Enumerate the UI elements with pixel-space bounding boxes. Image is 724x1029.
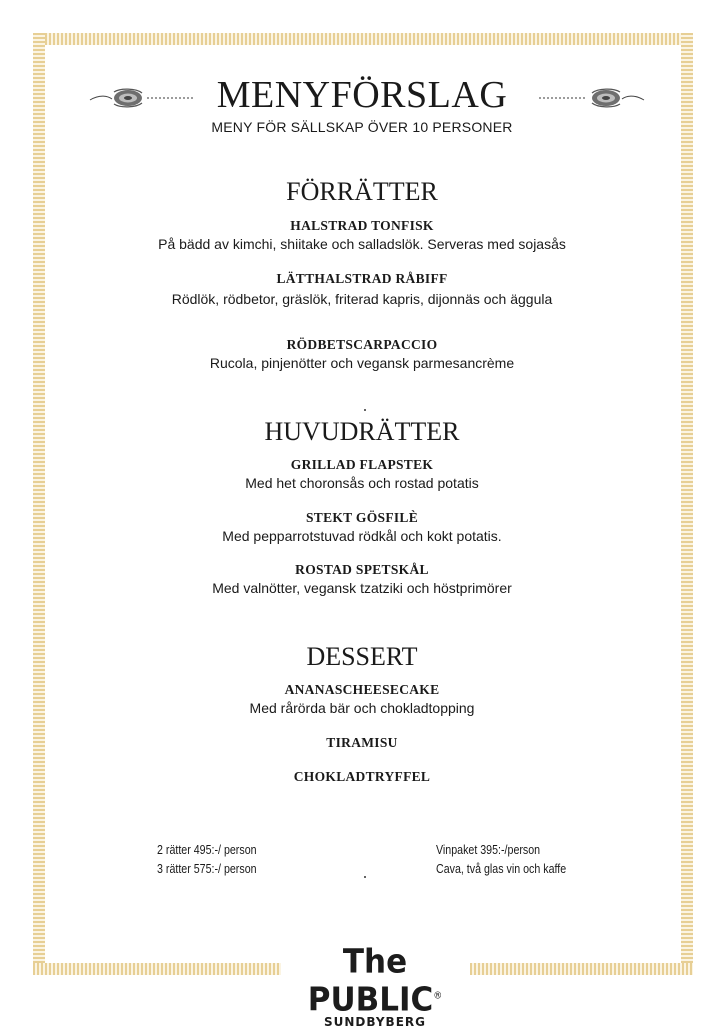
logo-name bbox=[282, 943, 468, 1019]
dish-description: Med het choronsås och rostad potatis bbox=[245, 475, 479, 491]
registered-mark: ® bbox=[433, 991, 443, 1002]
dish-description: Med valnötter, vegansk tzatziki och höstprimörer bbox=[212, 580, 512, 596]
dish-name: TIRAMISU bbox=[326, 735, 398, 750]
wine-package-description: Cava, två glas vin och kaffe bbox=[436, 861, 567, 876]
dish-name: GRILLAD FLAPSTEK bbox=[290, 457, 434, 472]
dish-name: HALSTRAD TONFISK bbox=[290, 218, 434, 233]
restaurant-logo bbox=[282, 945, 468, 1029]
price-wine-package: Vinpaket 395:-/person bbox=[436, 842, 541, 857]
section-heading-mains: HUVUDRÄTTER bbox=[264, 417, 460, 446]
logo-location: SUNDBYBERG bbox=[323, 1015, 426, 1029]
price-two-courses: 2 rätter 495:-/ person bbox=[157, 842, 257, 857]
dish-name: LÄTTHALSTRAD RÅBIFF bbox=[276, 271, 448, 286]
dish-name: ANANASCHEESECAKE bbox=[284, 682, 440, 697]
dish-description: Rödlök, rödbetor, gräslök, friterad kapris, dijonnäs och äggula bbox=[171, 291, 553, 307]
dish-name: ROSTAD SPETSKÅL bbox=[295, 562, 429, 577]
dish-description: På bädd av kimchi, shiitake och salladslök. Serveras med sojasås bbox=[158, 236, 566, 252]
pricing-courses bbox=[157, 840, 321, 878]
dish-name: CHOKLADTRYFFEL bbox=[293, 769, 431, 784]
divider-dot bbox=[364, 876, 366, 878]
section-heading-dessert: DESSERT bbox=[306, 642, 418, 671]
border-bottom-left bbox=[33, 963, 281, 975]
price-three-courses: 3 rätter 575:-/ person bbox=[157, 861, 257, 876]
pricing-wine bbox=[436, 840, 616, 878]
dish-name: RÖDBETSCARPACCIO bbox=[286, 337, 438, 352]
border-top bbox=[33, 33, 693, 45]
section-heading-starters: FÖRRÄTTER bbox=[286, 177, 438, 206]
divider-dot bbox=[364, 409, 366, 411]
border-bottom-right bbox=[470, 963, 693, 975]
dish-description: Rucola, pinjenötter och vegansk parmesancrème bbox=[209, 355, 515, 371]
logo-name-text: The PUBLIC bbox=[307, 943, 434, 1019]
dish-description: Med rårörda bär och chokladtopping bbox=[249, 700, 475, 716]
dish-description: Med pepparrotstuvad rödkål och kokt potatis. bbox=[222, 528, 502, 544]
page-subtitle: MENY FÖR SÄLLSKAP ÖVER 10 PERSONER bbox=[211, 119, 513, 135]
border-right bbox=[681, 33, 693, 975]
dish-name: STEKT GÖSFILÈ bbox=[305, 510, 419, 525]
border-left bbox=[33, 33, 45, 975]
page-title: MENYFÖRSLAG bbox=[216, 74, 508, 116]
